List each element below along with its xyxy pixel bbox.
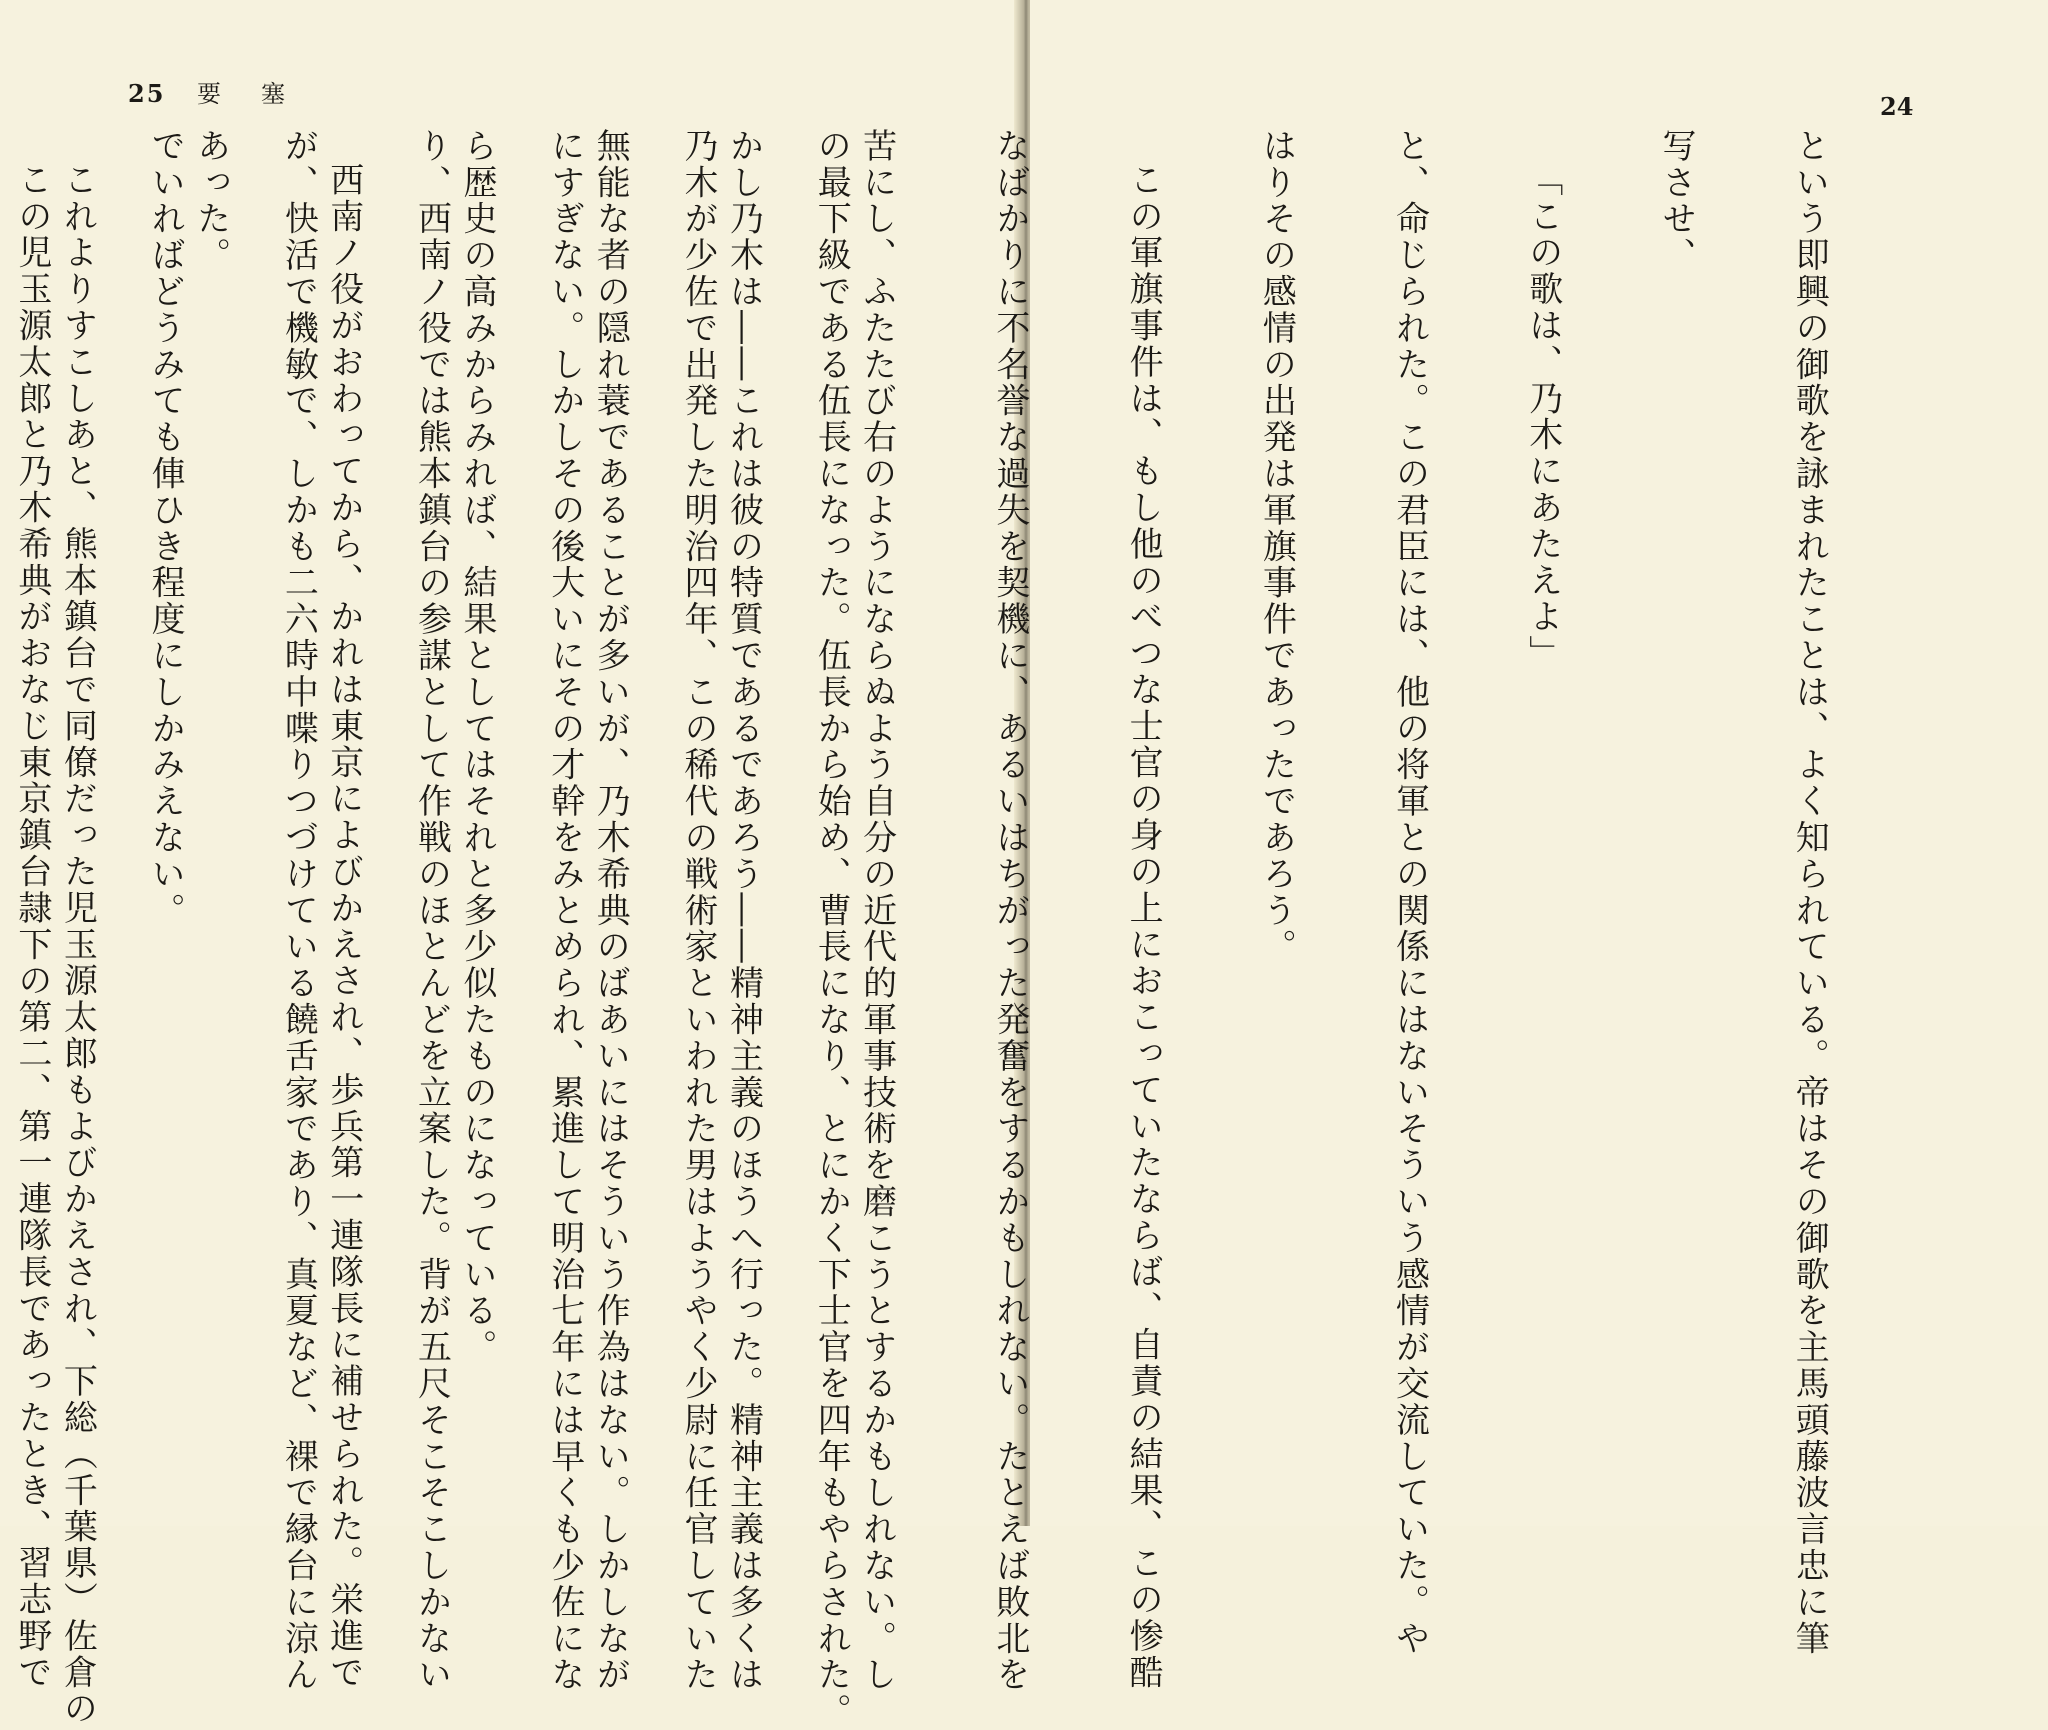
text-line: 「この歌は、乃木にあたえよ」	[1522, 162, 1563, 672]
text-line: ら歴史の高みからみれば、結果としてはそれと多少似たものになっている。	[457, 128, 497, 1366]
text-line: という即興の御歌を詠まれたことは、よく知られている。帝はその御歌を主馬頭藤波言忠に筆	[1789, 128, 1830, 1657]
text-line: の最下級である伍長になった。伍長から始め、曹長になり、とにかく下士官を四年もやらされた。	[811, 128, 852, 1730]
text-line: 乃木が少佐で出発した明治四年、この稀代の戦術家といわれた男はようやく少尉に任官していた	[677, 128, 718, 1694]
text-line: 無能な者の隠れ蓑であることが多いが、乃木希典のばあいにはそういう作為はない。しかしなが	[590, 128, 631, 1694]
left-page-number: 25	[128, 79, 166, 108]
text-line: この児玉源太郎と乃木希典がおなじ東京鎮台隷下の第二、第一連隊長であったとき、習志野で	[11, 162, 52, 1691]
text-line: この軍旗事件は、もし他のべつな士官の身の上におこっていたならば、自責の結果、この惨酷	[1123, 162, 1164, 1691]
text-line: なばかりに不名誉な過失を契機に、あるいはちがった発奮をするかもしれない。たとえば敗北を	[989, 128, 1030, 1694]
text-line: が、快活で機敏で、しかも二六時中喋りつづけている饒舌家であり、真夏など、裸で縁台に涼ん	[278, 128, 319, 1694]
running-title: 要塞	[197, 80, 326, 108]
text-line: 苦にし、ふたたび右のようにならぬよう自分の近代的軍事技術を磨こうとするかもしれない。し	[856, 128, 897, 1694]
text-line: にすぎない。しかしその後大いにその才幹をみとめられ、累進して明治七年には早くも少佐にな	[544, 128, 585, 1694]
text-line: はりその感情の出発は軍旗事件であったであろう。	[1256, 128, 1297, 966]
text-line: と、命じられた。この君臣には、他の将軍との関係にはないそういう感情が交流していた。や	[1389, 128, 1430, 1657]
text-line: り、西南ノ役では熊本鎮台の参謀として作戦のほとんどを立案した。背が五尺そこそこしかない	[411, 128, 452, 1694]
text-line: これよりすこしあと、熊本鎮台で同僚だった児玉源太郎もよびかえされ、下総（千葉県）佐倉の	[57, 162, 98, 1728]
text-line: かし乃木は――これは彼の特質であるであろう――精神主義のほうへ行った。精神主義は多くは	[723, 128, 764, 1694]
right-page-number: 24	[1880, 92, 1914, 121]
text-line: あった。	[190, 128, 231, 274]
text-line: 西南ノ役がおわってから、かれは東京によびかえされ、歩兵第一連隊長に補せられた。栄進で	[323, 162, 364, 1691]
left-page-header	[128, 74, 325, 109]
text-line: でいればどうみても俥ひき程度にしかみえない。	[145, 128, 186, 929]
text-line: 写させ、	[1655, 128, 1696, 274]
